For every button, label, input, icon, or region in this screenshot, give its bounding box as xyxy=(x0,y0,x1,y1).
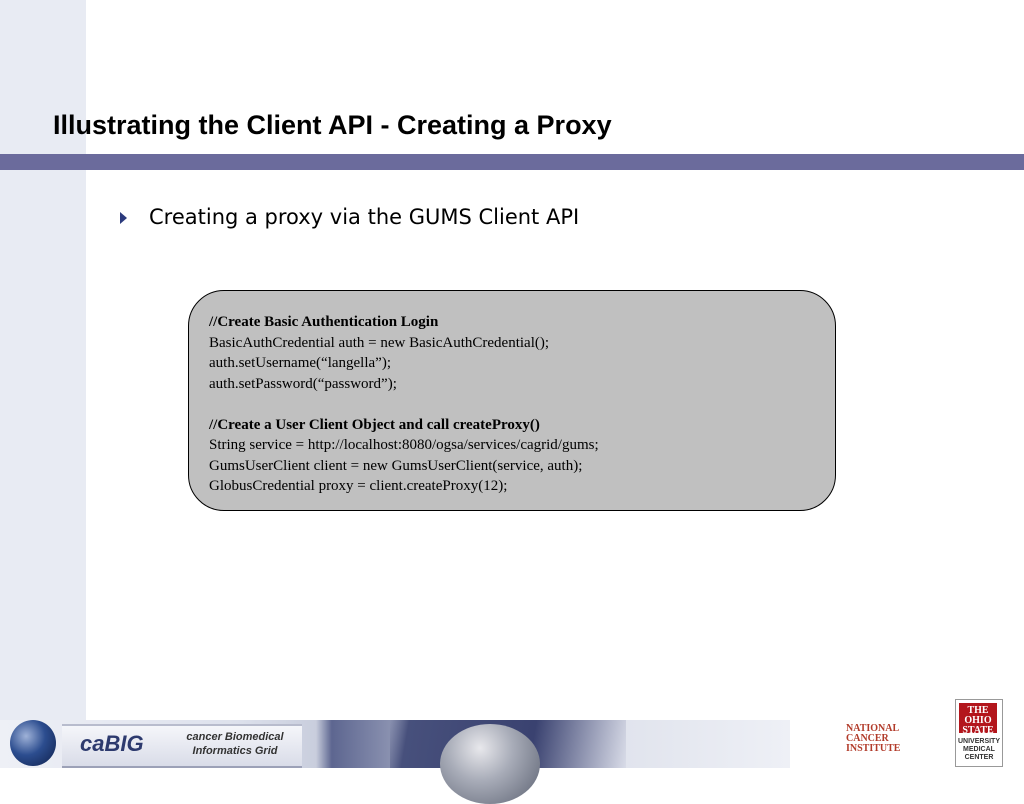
osu-logo-line: CENTER xyxy=(964,754,994,761)
code-block xyxy=(188,290,836,511)
code-line: String service = http://localhost:8080/ogsa/services/cagrid/gums; xyxy=(209,437,599,453)
osu-logo-text xyxy=(958,738,1000,762)
bullet-item xyxy=(120,205,579,229)
osu-logo-line: MEDICAL xyxy=(963,746,995,753)
globe-icon xyxy=(10,720,56,766)
left-margin-band xyxy=(0,0,86,720)
code-line: auth.setPassword(“password”); xyxy=(209,375,397,392)
code-spacer xyxy=(209,394,835,415)
cabig-tagline-line: cancer Biomedical xyxy=(186,731,284,743)
cabig-logo-text: caBIG xyxy=(80,731,144,756)
nci-logo xyxy=(846,724,904,758)
osu-medical-center-logo xyxy=(955,699,1003,767)
cabig-tagline-line: Informatics Grid xyxy=(192,745,278,757)
nci-logo-line: CANCER xyxy=(846,733,889,744)
cabig-tagline xyxy=(175,730,295,758)
code-line: auth.setUsername(“langella”); xyxy=(209,355,391,371)
osu-seal xyxy=(959,703,997,736)
title-divider xyxy=(0,154,1024,170)
osu-seal-line: STATE xyxy=(962,725,994,736)
code-line: BasicAuthCredential auth = new BasicAuthCredential(); xyxy=(209,334,550,351)
code-comment: //Create Basic Authentication Login xyxy=(209,314,439,330)
slide-title: Illustrating the Client API - Creating a Proxy xyxy=(53,110,612,140)
osu-seal-line: THE xyxy=(967,705,989,716)
triangle-right-icon xyxy=(120,212,127,224)
bullet-text: Creating a proxy via the GUMS Client API xyxy=(149,205,580,229)
osu-logo-line: UNIVERSITY xyxy=(958,738,1001,745)
code-line: GlobusCredential proxy = client.createProxy(12); xyxy=(209,478,508,494)
nci-logo-line: INSTITUTE xyxy=(846,743,901,754)
code-line: GumsUserClient client = new GumsUserClient(service, auth); xyxy=(209,457,583,474)
code-comment: //Create a User Client Object and call createProxy() xyxy=(209,416,540,433)
osu-seal-line: OHIO xyxy=(964,715,992,726)
globe-icon xyxy=(440,724,540,804)
nci-logo-line: NATIONAL xyxy=(846,723,900,734)
